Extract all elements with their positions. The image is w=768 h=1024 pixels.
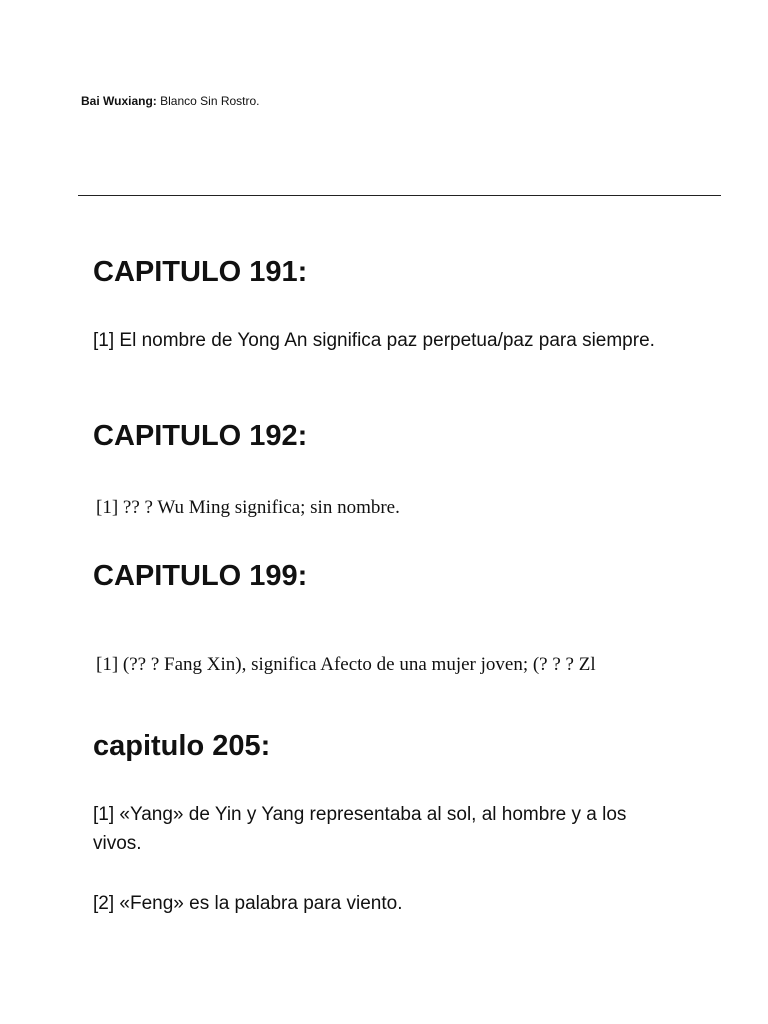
horizontal-divider: [78, 195, 721, 196]
footnote-191-1: [1] El nombre de Yong An significa paz perpetua/paz para siempre.: [93, 330, 655, 351]
footnote-192-1: [1] ?? ? Wu Ming significa; sin nombre.: [96, 497, 400, 518]
chapter-heading-191: CAPITULO 191:: [93, 256, 308, 288]
footnote-205-2: [2] «Feng» es la palabra para viento.: [93, 893, 403, 914]
glossary-term: Bai Wuxiang:: [81, 94, 157, 108]
footnote-205-1: [1] «Yang» de Yin y Yang representaba al sol, al hombre y a los vivos.: [93, 804, 627, 854]
chapter-heading-192: CAPITULO 192:: [93, 420, 308, 452]
chapter-heading-199: CAPITULO 199:: [93, 560, 308, 592]
chapter-heading-205: capitulo 205:: [93, 730, 271, 762]
glossary-entry: [81, 93, 260, 109]
glossary-definition: Blanco Sin Rostro.: [156, 94, 260, 108]
footnote-199-1: [1] (?? ? Fang Xin), significa Afecto de una mujer joven; (? ? ? Zl: [96, 654, 596, 675]
